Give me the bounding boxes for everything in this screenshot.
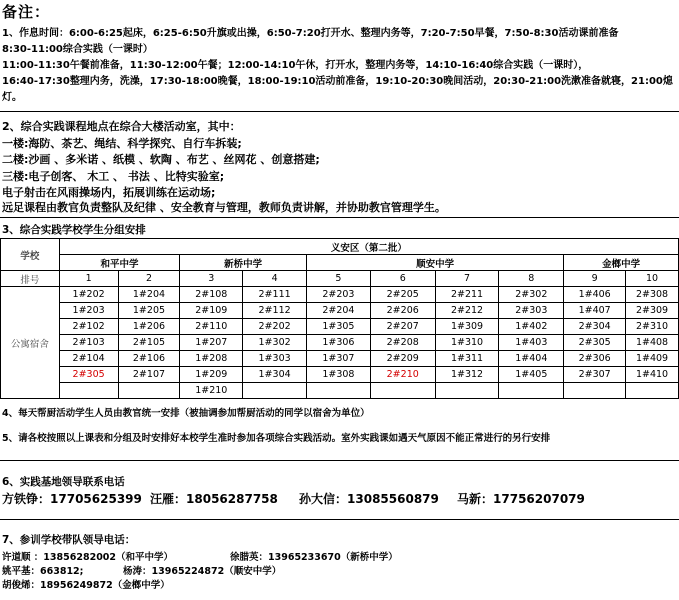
room-cell: 1#210 — [180, 383, 243, 399]
school-header: 新桥中学 — [180, 255, 307, 271]
room-cell: 2#207 — [370, 319, 435, 335]
group-label: 排号 — [1, 271, 60, 287]
locations-line-2: 一楼:海防、茶艺、绳结、科学探究、自行车拆装; — [2, 137, 242, 150]
room-cell: 1#408 — [626, 335, 679, 351]
room-cell: 1#410 — [626, 367, 679, 383]
room-cell: 2#109 — [180, 303, 243, 319]
room-cell: 1#310 — [435, 335, 499, 351]
school-leader-contact: 姚平基：663812; — [2, 566, 84, 577]
locations-line-4: 三楼:电子创客、 木工 、 书法 、比特实验室; — [2, 170, 225, 183]
group-number: 6 — [370, 271, 435, 287]
room-cell: 2#208 — [370, 335, 435, 351]
room-cell: 1#307 — [307, 351, 371, 367]
room-cell: 1#309 — [435, 319, 499, 335]
room-cell: 1#205 — [118, 303, 180, 319]
room-cell: 1#308 — [307, 367, 371, 383]
room-cell: 1#204 — [118, 287, 180, 303]
leader-phone: 13085560879 — [347, 492, 439, 506]
dorm-label: 公寓宿舍 — [1, 287, 60, 399]
section-5-text: 5、请各校按照以上课表和分组及时安排好本校学生准时参加各项综合实践活动。室外实践课如遇天气原因不能正常进行的另行安排 — [2, 433, 551, 444]
room-cell: 2#110 — [180, 319, 243, 335]
divider — [0, 460, 679, 461]
section-6-title: 6、实践基地领导联系电话 — [2, 476, 125, 488]
group-number: 7 — [435, 271, 499, 287]
school-leader-contact: 胡俊烯：18956249872（金榔中学） — [2, 580, 170, 591]
room-cell: 1#302 — [243, 335, 307, 351]
group-number: 10 — [626, 271, 679, 287]
locations-line-1: 2、综合实践课程地点在综合大楼活动室，其中： — [2, 120, 241, 133]
school-leader-contact: 许道顺 ：13856282002（和平中学） — [2, 552, 174, 563]
leader-contact — [2, 490, 142, 507]
school-header: 金榔中学 — [564, 255, 679, 271]
room-cell: 1#208 — [180, 351, 243, 367]
group-number: 1 — [59, 271, 118, 287]
divider — [0, 111, 679, 112]
leader-contact — [299, 490, 439, 507]
room-cell: 1#402 — [499, 319, 564, 335]
room-cell: 2#112 — [243, 303, 307, 319]
room-cell: 1#403 — [499, 335, 564, 351]
group-number: 4 — [243, 271, 307, 287]
room-cell: 2#104 — [59, 351, 118, 367]
room-cell: 2#302 — [499, 287, 564, 303]
section-7-title: 7、参训学校带队领导电话： — [2, 534, 136, 546]
room-cell: 1#304 — [243, 367, 307, 383]
room-cell: 1#407 — [564, 303, 626, 319]
room-cell: 2#209 — [370, 351, 435, 367]
room-cell: 1#206 — [118, 319, 180, 335]
school-leader-contact: 徐腊英：13965233670（新桥中学） — [230, 552, 398, 563]
school-header: 顺安中学 — [307, 255, 564, 271]
room-cell: 2#305 — [564, 335, 626, 351]
room-cell: 2#204 — [307, 303, 371, 319]
room-cell: 2#303 — [499, 303, 564, 319]
leader-name: 马新： — [457, 492, 494, 506]
school-leader-contact: 杨涛：13965224872（顺安中学） — [123, 566, 282, 577]
room-cell — [564, 383, 626, 399]
room-cell: 1#202 — [59, 287, 118, 303]
dorm-assignment-table — [0, 238, 679, 399]
room-cell: 2#205 — [370, 287, 435, 303]
section-4-text: 4、每天帮厨活动学生人员由教官统一安排（被抽调参加帮厨活动的同学以宿舍为单位） — [2, 408, 370, 419]
room-cell: 1#303 — [243, 351, 307, 367]
room-cell-highlighted: 2#305 — [59, 367, 118, 383]
schedule-line-5: 灯。 — [2, 92, 22, 103]
room-cell: 1#405 — [499, 367, 564, 383]
group-number: 3 — [180, 271, 243, 287]
district-header: 义安区（第二批） — [59, 239, 678, 255]
room-cell: 2#102 — [59, 319, 118, 335]
room-cell: 2#304 — [564, 319, 626, 335]
room-cell: 2#202 — [243, 319, 307, 335]
room-cell — [499, 383, 564, 399]
room-cell — [243, 383, 307, 399]
leader-phone: 17705625399 — [50, 492, 142, 506]
room-cell — [435, 383, 499, 399]
room-cell: 2#307 — [564, 367, 626, 383]
school-label: 学校 — [1, 239, 60, 271]
schedule-line-2: 8:30-11:00综合实践（一课时） — [2, 44, 153, 55]
room-cell: 2#211 — [435, 287, 499, 303]
room-cell: 1#409 — [626, 351, 679, 367]
leader-contact — [150, 490, 278, 507]
divider — [0, 217, 679, 218]
room-cell: 2#306 — [564, 351, 626, 367]
room-cell-highlighted: 2#210 — [370, 367, 435, 383]
schedule-line-3: 11:00-11:30午餐前准备，11:30-12:00午餐；12:00-14:10午休，打开水，整理内务等，14:10-16:40综合实践（一课时）， — [2, 60, 589, 71]
room-cell: 2#108 — [180, 287, 243, 303]
locations-line-6: 远足课程由教官负责整队及纪律 、安全教育与管理，教师负责讲解，并协助教官管理学生。 — [2, 201, 446, 214]
room-cell: 2#106 — [118, 351, 180, 367]
section-3-title: 3、综合实践学校学生分组安排 — [2, 224, 146, 236]
room-cell: 2#105 — [118, 335, 180, 351]
room-cell: 2#111 — [243, 287, 307, 303]
locations-line-5: 电子射击在风雨操场内，拓展训练在运动场; — [2, 186, 216, 199]
room-cell: 1#209 — [180, 367, 243, 383]
page-title: 备注： — [2, 3, 51, 21]
room-cell: 1#203 — [59, 303, 118, 319]
group-number: 9 — [564, 271, 626, 287]
room-cell — [370, 383, 435, 399]
leader-name: 孙大信： — [299, 492, 348, 506]
locations-line-3: 二楼:沙画 、多米诺 、纸模 、软陶 、布艺 、丝网花 、创意搭建; — [2, 153, 320, 166]
room-cell: 1#312 — [435, 367, 499, 383]
leader-phone: 18056287758 — [186, 492, 278, 506]
room-cell: 2#107 — [118, 367, 180, 383]
room-cell — [59, 383, 118, 399]
schedule-line-4: 16:40-17:30整理内务，洗澡，17:30-18:00晚餐，18:00-19:10活动前准备，19:10-20:30晚间活动，20:30-21:00洗漱准备就寝，21:00熄 — [2, 76, 673, 87]
room-cell — [307, 383, 371, 399]
room-cell: 2#310 — [626, 319, 679, 335]
divider — [0, 519, 679, 520]
group-number: 8 — [499, 271, 564, 287]
leader-phone: 17756207079 — [493, 492, 585, 506]
room-cell: 1#305 — [307, 319, 371, 335]
room-cell: 2#206 — [370, 303, 435, 319]
schedule-line-1: 1、作息时间：6:00-6:25起床，6:25-6:50升旗或出操，6:50-7:20打开水、整理内务等，7:20-7:50早餐，7:50-8:30活动课前准备 — [2, 28, 619, 39]
room-cell: 2#308 — [626, 287, 679, 303]
room-cell: 2#212 — [435, 303, 499, 319]
group-number: 2 — [118, 271, 180, 287]
room-cell: 1#404 — [499, 351, 564, 367]
school-header: 和平中学 — [59, 255, 180, 271]
room-cell: 2#309 — [626, 303, 679, 319]
group-number: 5 — [307, 271, 371, 287]
leader-contact — [457, 490, 585, 507]
room-cell: 2#203 — [307, 287, 371, 303]
leader-name: 方铁铮： — [2, 492, 51, 506]
room-cell: 1#306 — [307, 335, 371, 351]
room-cell: 2#103 — [59, 335, 118, 351]
room-cell: 1#311 — [435, 351, 499, 367]
room-cell — [118, 383, 180, 399]
room-cell — [626, 383, 679, 399]
leader-name: 汪雁： — [150, 492, 187, 506]
room-cell: 1#207 — [180, 335, 243, 351]
room-cell: 1#406 — [564, 287, 626, 303]
